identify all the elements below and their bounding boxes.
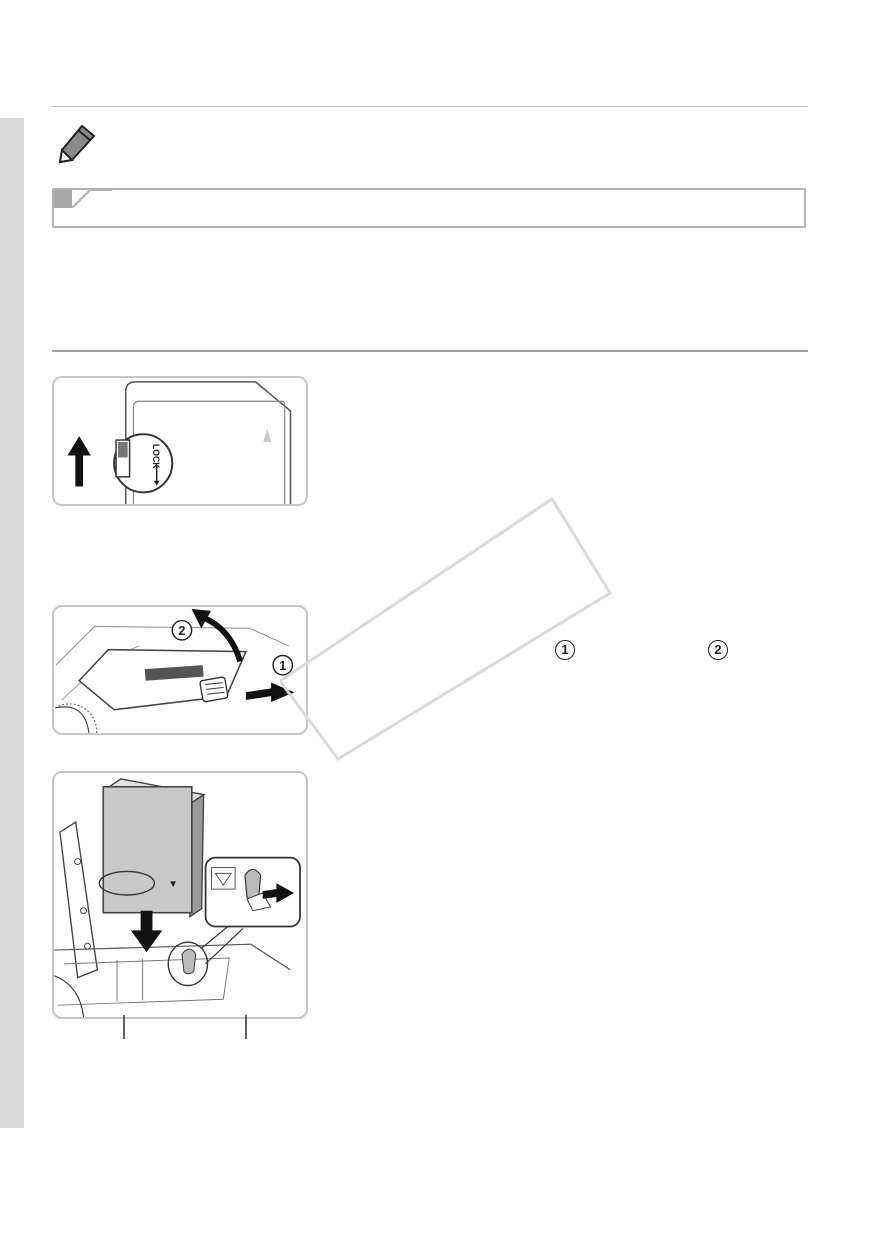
card-direction-icon bbox=[263, 428, 271, 442]
svg-text:1: 1 bbox=[279, 659, 287, 673]
insert-arrow-icon bbox=[131, 911, 162, 952]
cover-latch bbox=[200, 677, 229, 702]
pencil-icon bbox=[56, 122, 100, 166]
side-tab-strip bbox=[0, 118, 24, 1128]
figure-callout-lines bbox=[52, 1015, 308, 1039]
figure-battery-cover bbox=[52, 605, 308, 735]
section-heading-bar bbox=[52, 188, 806, 228]
battery-marker-icon: ▼ bbox=[168, 879, 178, 891]
battery-cover-illustration bbox=[54, 607, 306, 733]
battery-insert-illustration bbox=[54, 773, 306, 1017]
figure-memory-card bbox=[52, 376, 308, 506]
lock-label: LOCK bbox=[150, 443, 161, 469]
lock-tab-icon bbox=[118, 442, 128, 458]
arrow-up-icon bbox=[68, 436, 91, 486]
open-cover-flap bbox=[60, 822, 97, 977]
step-1-mark: 1 bbox=[555, 640, 575, 660]
top-divider bbox=[52, 106, 808, 107]
section-slant-decor bbox=[72, 190, 112, 208]
svg-text:2: 2 bbox=[178, 624, 186, 639]
copy-watermark-frame bbox=[280, 495, 620, 765]
memory-card-illustration bbox=[54, 378, 306, 504]
step-2-mark: 2 bbox=[708, 640, 728, 660]
slide-arrow-icon bbox=[246, 683, 294, 702]
section-divider bbox=[52, 350, 808, 352]
figure-battery-insert bbox=[52, 771, 308, 1019]
section-square-icon bbox=[54, 190, 72, 208]
